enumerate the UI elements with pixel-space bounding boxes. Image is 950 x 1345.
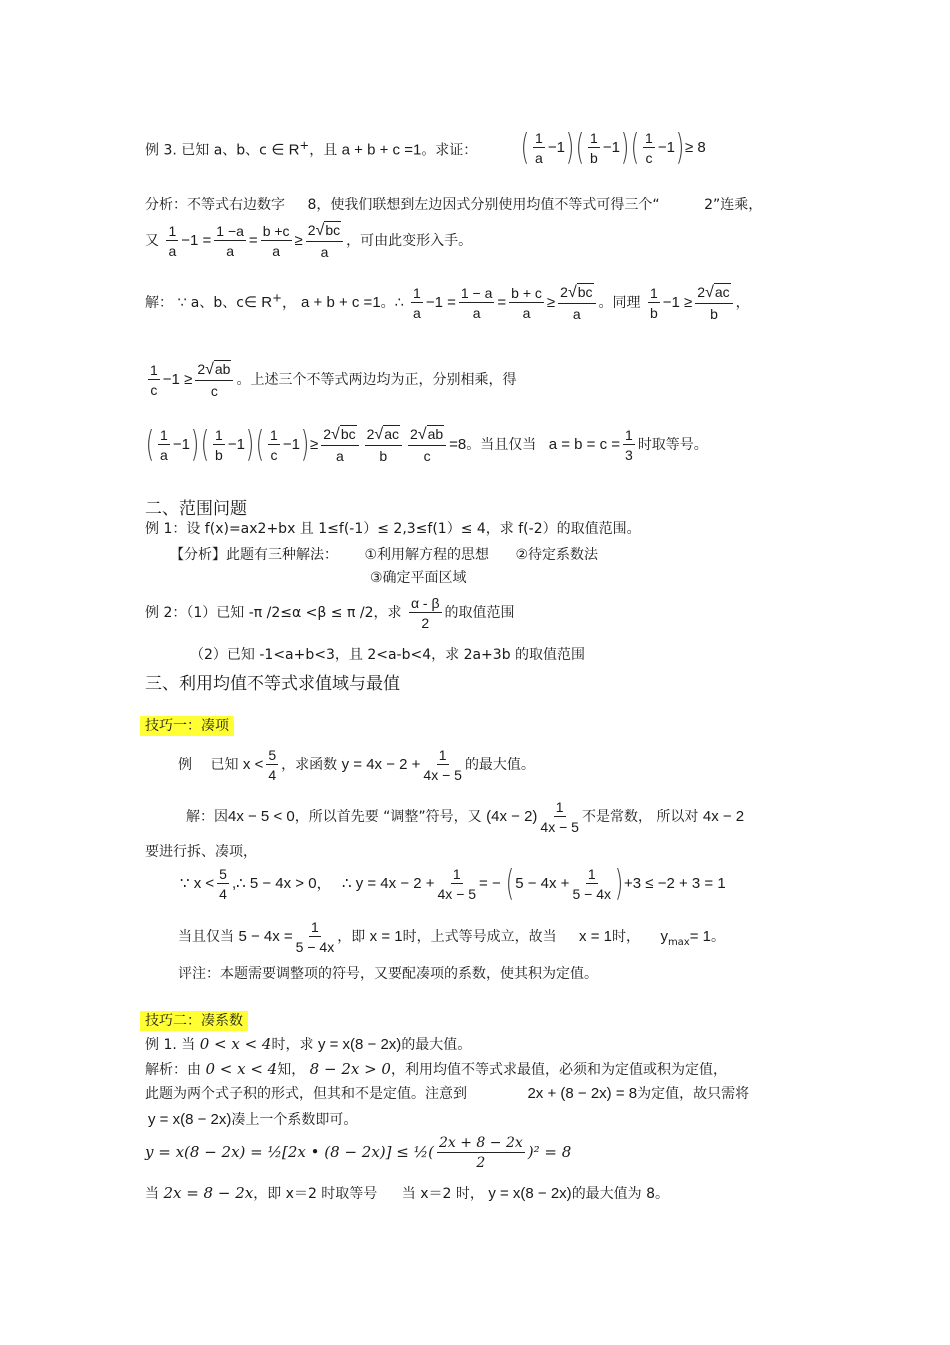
trick1-fn-d: 4x − 5 — [423, 767, 462, 783]
trick1-cond-d: 4 — [268, 767, 277, 783]
trick2-last-tail: 的最大值为 8。 — [571, 1186, 670, 1202]
trick2-ex1-b: 时，求 — [271, 1037, 314, 1053]
trick2-an3 — [148, 1112, 357, 1127]
trick1-sol1-a: 解：因 — [186, 809, 228, 825]
trick1-when-c: x = 1 — [369, 928, 403, 945]
analysis-p1: 分析：不等式右边数字 — [145, 197, 285, 213]
method-3: ③确定平面区域 — [370, 570, 467, 586]
trick1-calc-e: 5 − 4x + — [515, 875, 570, 892]
trick2-label: 技巧二：凑系数 — [140, 1011, 248, 1031]
frac-1b: $\frac{1}{b}$ — [590, 130, 598, 166]
trick1-when-d: 时，上式等号成立，故当 — [402, 929, 557, 945]
paren-left: ( — [520, 127, 530, 168]
trick2-an3-tail: 凑上一个系数即可。 — [231, 1112, 358, 1128]
solution-line3: ( $\frac{1}{a}$ −1)( $\frac{1}{b}$ −1)( $\frac{1}{c}$ −1)≥ $\frac{2√bc}{a}$ $\frac{2√ac}{b}$ $\frac{2√ab}{c}$ =8。当且仅当 a = b = c = $\frac{1}{3}$ 时取等号。 — [145, 424, 708, 465]
trick1-calc-d: = − — [479, 875, 501, 892]
trick1-calc-c: ∴ y = 4x − 2 + — [342, 875, 435, 892]
trick1-sol1-m: 4x − 5 < 0 — [228, 808, 295, 825]
trick2-an-a: 解析：由 — [145, 1062, 201, 1078]
ex3-line — [145, 140, 477, 158]
trick1-sol1-b: ，所以首先要 “调整”符号，又 — [294, 809, 482, 825]
trick1-given: 已知 — [210, 757, 239, 773]
trick2-eq-n: 2x + 8 − 2x — [438, 1135, 523, 1151]
trick2-an2-a: 此题为两个式子积的形式，但其和不是定值。注意到 — [145, 1086, 467, 1102]
solution-label: 解： — [145, 295, 173, 311]
trick1-when-a: 当且仅当 — [178, 929, 234, 945]
trick1-when-b: ，即 — [337, 929, 366, 945]
trick1-ex: 例 — [178, 757, 192, 773]
trick1-sol1-e: 4x − 2 — [702, 808, 745, 825]
trick1-fn: y = 4x − 2 + — [341, 756, 421, 773]
solution-therefore: 。∴ — [380, 295, 404, 311]
ex2-num: α - β — [410, 595, 440, 611]
trick1-example — [178, 748, 535, 782]
trick1-cond: x < — [242, 756, 264, 773]
ymax-value: = 1 — [689, 928, 712, 945]
analysis-line1 — [145, 198, 762, 212]
ex2-tail: 的取值范围 — [444, 605, 515, 621]
paren-right: ) — [565, 127, 575, 168]
trick1-calc-f: 5 − 4x — [572, 886, 611, 902]
trick1-sol1-d: 不是常数， 所以对 — [581, 809, 699, 825]
trick1-calc: ∵ x < $\frac{5}{4}$ ,∴ 5 − 4x > 0， ∴ y = 4x − 2 + $\frac{1}{4x - 5}$ = − (5 − 4x + $\frac{1}{5 - 4x}$ )+3 ≤ −2 + 3 = 1 — [180, 863, 726, 904]
ex3-sup: + — [299, 138, 310, 152]
trick1-when-f: 时， — [611, 929, 640, 945]
trick1-calc-b: ,∴ 5 − 4x > 0， — [231, 875, 332, 892]
ex3-given: 已知 — [181, 142, 210, 159]
ex3-cond: a + b + c =1 — [341, 141, 422, 159]
section2-ex1: 例 1：设 f(x)=ax2+bx 且 1≤f(-1）≤ 2,3≤f(1）≤ 4，求 f(-2）的取值范围。 — [145, 521, 641, 537]
trick2-eq — [145, 1136, 571, 1170]
trick1-cond-n: 5 — [268, 747, 277, 763]
analysis-label: 【分析】此题有三种解法： — [170, 547, 338, 563]
trick1-fn-tail: 的最大值。 — [464, 757, 535, 773]
trick2-an-b: 知， — [277, 1062, 306, 1078]
trick1-calc-g: +3 ≤ −2 + 3 = 1 — [624, 875, 726, 892]
ex3-and: ，且 — [309, 142, 338, 159]
trick2-an-cond: 0 < x < 4 — [205, 1060, 278, 1078]
trick2-last-fn: y = x(8 − 2x) — [488, 1185, 572, 1202]
trick2-an2-m: 2x + (8 − 2x) = 8 — [527, 1085, 638, 1102]
solution-after: 。上述三个不等式两边均为正，分别相乘，得 — [236, 372, 517, 388]
solution-in-r: ∈ R — [243, 294, 273, 311]
trick2-an2 — [145, 1086, 749, 1101]
analysis-line2: 又 $\frac{1}{a}$ −1 = $\frac{1 -a}{a}$ = $\frac{b +c}{a}$ ≥ $\frac{2√bc}{a}$ ，可由此变形入手。 — [145, 222, 473, 260]
frac-1c: $\frac{1}{c}$ — [645, 130, 653, 166]
trick1-end: 。 — [711, 929, 726, 945]
trick2-an-c: 8 − 2x > 0 — [309, 1060, 391, 1078]
trick2-eq-d: 2 — [476, 1155, 486, 1171]
trick2-ex1-fn: y = x(8 − 2x) — [317, 1036, 402, 1053]
trick2-ex1-cond: 0 < x < 4 — [199, 1035, 272, 1053]
trick1-when: 当且仅当 5 − 4x = $\frac{1}{5 - 4x}$ ，即 x = 1时，上式等号成立，故当 x = 1时， $y_{max}= 1$。 — [178, 919, 726, 955]
trick1-when-e: x = 1 — [579, 928, 612, 945]
solution-comma: ， — [735, 295, 750, 311]
trick2-ex1 — [145, 1037, 471, 1052]
trick2-eq-a: y = x(8 − 2x) = ½[2x • (8 − 2x)] ≤ ½( — [145, 1143, 434, 1161]
trick1-comment: 评注：本题需要调整项的符号，又要配凑项的系数，使其积为定值。 — [178, 966, 598, 982]
analysis-two: 2”连乘， — [704, 197, 763, 213]
trick2-ex1-a: 例 1. 当 — [145, 1037, 196, 1053]
solution-similarly: 。同理 — [598, 295, 641, 311]
frac-1a: $\frac{1}{a}$ — [535, 130, 543, 166]
method-2: ②待定系数法 — [515, 547, 599, 563]
ymax: y — [660, 928, 668, 945]
section2-ex2b: （2）已知 -1<a+b<3，且 2<a-b<4，求 2a+3b 的取值范围 — [190, 647, 586, 663]
trick2-an3-m: y = x(8 − 2x) — [148, 1111, 232, 1128]
solution-line2: $\frac{1}{c}$ −1 ≥ $\frac{2√ab}{c}$ 。上述三个不等式两边均为正，分别相乘，得 — [150, 361, 517, 399]
ex2-den: 2 — [421, 615, 430, 631]
trick2-eq-tail: )² = 8 — [527, 1143, 572, 1161]
trick1-label: 技巧一：凑项 — [140, 716, 234, 736]
ex2-text: 例 2：（1）已知 -π /2≤α <β ≤ π /2，求 — [145, 605, 402, 621]
trick1-fn-n: 1 — [438, 747, 447, 763]
section2-title: 二、范围问题 — [145, 499, 247, 519]
analysis-tail: ，可由此变形入手。 — [346, 233, 473, 249]
ex3-rhs: ≥ 8 — [685, 139, 706, 156]
trick2-ex1-tail: 的最大值。 — [401, 1037, 472, 1053]
method-1: ①利用解方程的思想 — [364, 547, 490, 563]
ex3-product: ( $\frac{1}{a}$ −1)( $\frac{1}{b}$ −1)( $\frac{1}{c}$ −1)≥ 8 — [520, 127, 706, 168]
analysis-num8: 8，使我们联想到左边因式分别使用均值不等式可得三个“ — [307, 197, 660, 213]
trick1-when-m: 5 − 4x = — [238, 928, 293, 945]
solution-eq8: =8 — [449, 436, 467, 453]
ymax-sub: max — [667, 936, 690, 948]
section3-title: 三、利用均值不等式求值域与最值 — [145, 674, 400, 694]
solution-abc: a = b = c = — [548, 436, 621, 453]
trick2-last-a: 当 — [145, 1186, 159, 1202]
ex3-in-r: ∈ R — [271, 141, 300, 159]
trick2-last-b: ，即 x＝2 时取等号 — [253, 1186, 378, 1202]
trick1-calc-a: ∵ x < — [180, 875, 215, 892]
trick1-sol2: 要进行拆、凑项， — [145, 844, 257, 860]
trick1-fn-text: ，求函数 — [281, 757, 338, 773]
trick2-last-c: 当 x＝2 时， — [401, 1186, 484, 1202]
section2-analysis — [170, 548, 598, 562]
trick2-last — [145, 1186, 669, 1201]
solution-when: 。当且仅当 — [466, 437, 537, 453]
trick1-sol1-c: (4x − 2) — [486, 808, 538, 825]
trick2-an2-tail: 为定值，故只需将 — [637, 1086, 750, 1102]
analysis-again: 又 — [145, 233, 159, 249]
trick2-an1 — [145, 1062, 727, 1077]
solution-cond: ， a + b + c =1 — [281, 294, 381, 311]
trick1-sol1: 解：因4x − 5 < 0，所以首先要 “调整”符号，又 (4x − 2) $\frac{1}{4x - 5}$ 不是常数， 所以对 4x − 2 — [186, 799, 745, 835]
ex3-label: 例 3. — [145, 142, 177, 159]
solution-take-eq: 时取等号。 — [637, 437, 708, 453]
solution-line1: 解： ∵ a、b、c∈ R+， a + b + c =1。∴ $\frac{1}{a}$ −1 = $\frac{1 - a}{a}$ = $\frac{b + c}{a}$ ≥ $\frac{2√bc}{a}$ 。同理 $\frac{1}{b}$ −1 ≥ $\frac{2√ac}{b}$ ， — [145, 284, 750, 322]
solution-because: ∵ a、b、c — [177, 295, 244, 311]
ex3-prove: 。求证： — [421, 142, 478, 159]
trick2-last-m: 2x = 8 − 2x — [163, 1184, 254, 1202]
trick2-an-d: ，利用均值不等式求最值，必须和为定值或积为定值， — [390, 1062, 727, 1078]
section2-ex2 — [145, 596, 515, 630]
ex3-vars: a、b、c — [213, 142, 267, 159]
